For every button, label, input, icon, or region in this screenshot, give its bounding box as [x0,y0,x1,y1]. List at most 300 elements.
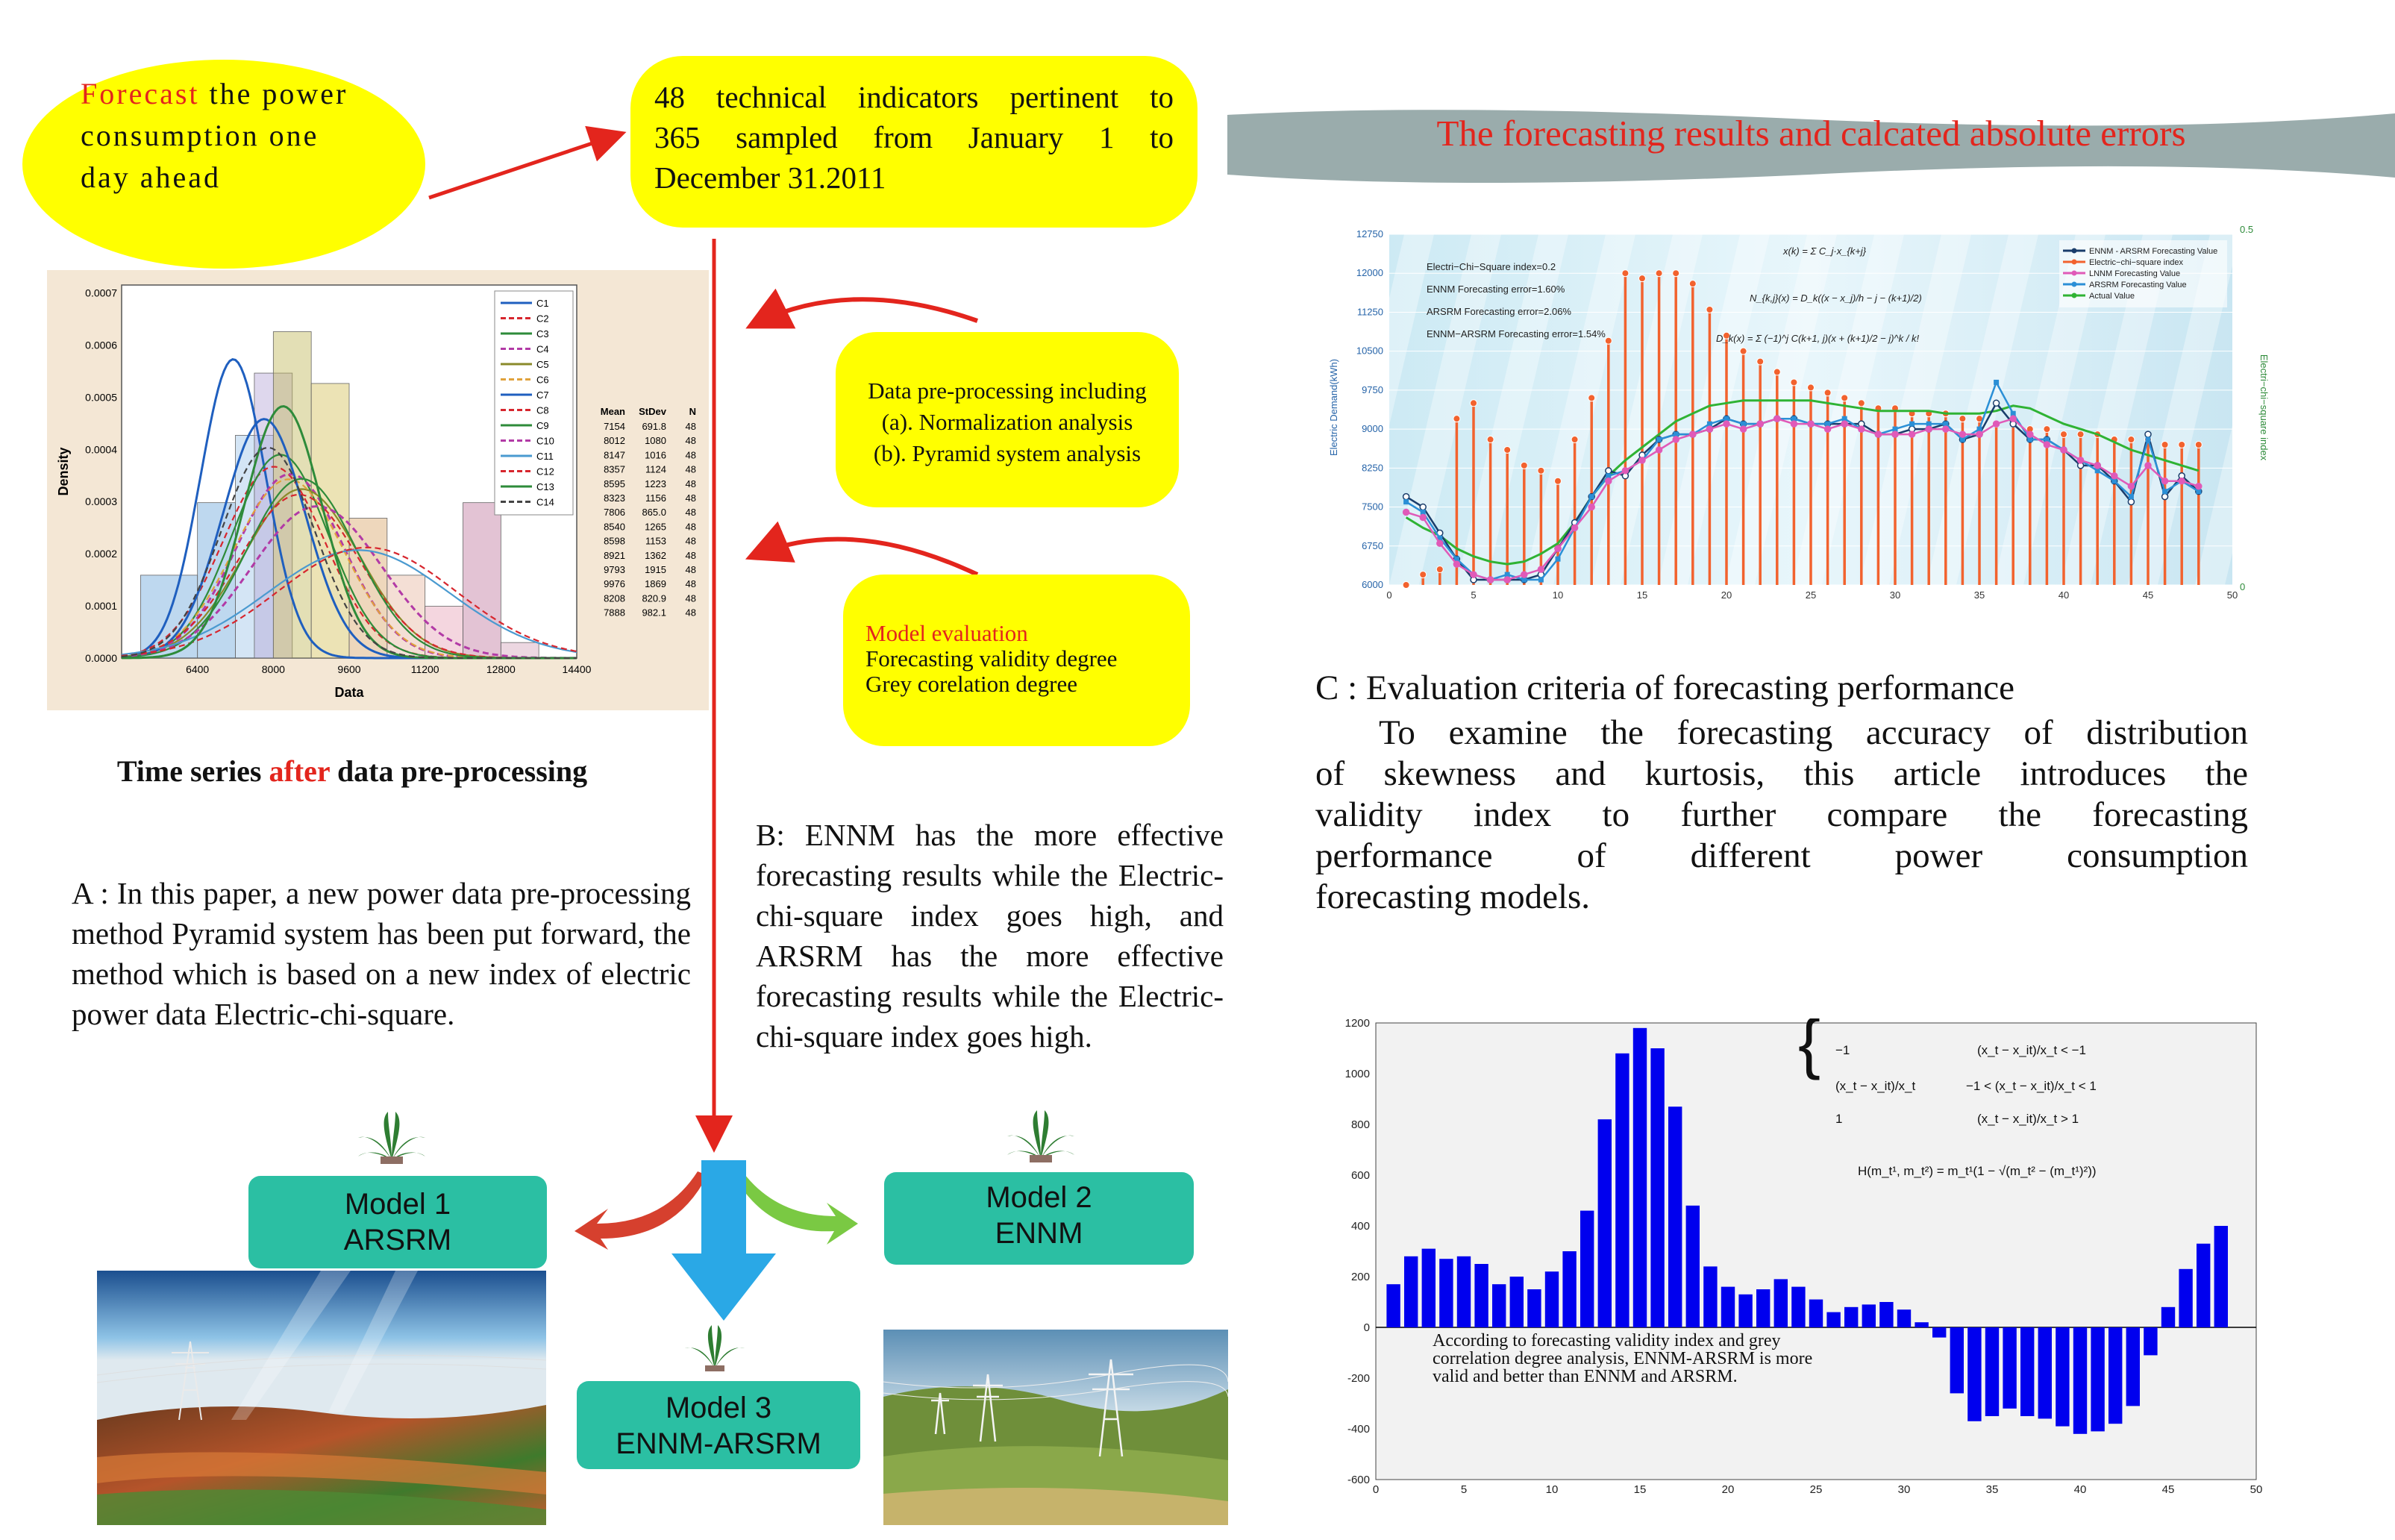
stem-head [1841,395,1848,401]
stem-head [1791,379,1797,386]
stats-cell: 9793 [604,564,625,575]
series-point [2146,437,2151,442]
prep-arrow [754,299,977,325]
series-point [1909,431,1915,437]
stats-cell: 48 [685,492,696,504]
model-abbr: ENNM [995,1217,1083,1250]
annotation: Electri−Chi−Square index=0.2 [1427,261,1556,272]
series-point [1673,436,1679,442]
stats-cell: 48 [685,535,696,547]
bottom-ytick: 600 [1350,1169,1370,1182]
validity-bar [1510,1277,1524,1327]
formula: D_k(x) = Σ (−1)^j C(k+1, j)(x + (k+1)/2 − j)^k / k! [1716,333,1920,344]
validity-bar [1738,1295,1752,1327]
prep-line: (a). Normalization analysis [881,409,1133,435]
stem-head [1656,270,1662,277]
validity-bar [2197,1244,2210,1327]
series-point [2128,483,2134,489]
series-point [1757,421,1763,427]
top-xtick: 50 [2226,589,2238,601]
stem-head [2128,436,2135,443]
top-xtick: 30 [1889,589,1901,601]
stats-cell: 7154 [604,421,625,432]
model-abbr: ENNM-ARSRM [616,1427,821,1460]
bottom-ytick: 1200 [1344,1018,1370,1030]
forecast-word: Forecast [81,77,200,110]
stats-cell: 48 [685,421,696,432]
series-point [1841,421,1847,427]
top-ytick: 9000 [1362,423,1383,435]
text-c-line: To examine the forecasting accuracy of distribution [1379,713,2248,752]
stats-cell: 820.9 [642,592,666,604]
top-yright-label: Electri−chi−square index [2258,354,2270,461]
series-point [2044,442,2050,448]
validity-bar [2038,1327,2052,1418]
eval-line: Forecasting validity degree [865,645,1118,672]
bottom-xtick: 0 [1372,1483,1380,1496]
hist-legend-label: C13 [536,481,554,492]
bottom-xtick: 35 [1985,1483,1999,1496]
validity-bar [1809,1300,1823,1327]
validity-bar [1862,1304,1876,1327]
validity-bar [1844,1307,1858,1327]
validity-bar [1967,1327,1981,1421]
hist-ytick: 0.0006 [85,339,117,351]
validity-bar [2179,1269,2192,1327]
model-3-box [577,1381,860,1469]
stem-head [1521,462,1527,469]
validity-bar [1527,1289,1541,1327]
hist-legend-label: C12 [536,466,554,478]
hist-ytick: 0.0002 [85,548,117,560]
plant-icon [1007,1110,1074,1162]
validity-bar [2108,1327,2122,1424]
right-curved-arrow [735,1171,858,1245]
stats-cell: 48 [685,607,696,619]
caption-highlight: after [269,754,330,788]
hist-xtick: 6400 [186,663,210,675]
series-point [1589,494,1594,499]
validity-bar [1650,1048,1664,1327]
series-point [1741,426,1747,432]
stem-head [1858,400,1865,407]
stats-header: Mean [600,406,625,417]
series-point [1403,499,1409,504]
stats-cell: 48 [685,521,696,533]
validity-bar [1897,1309,1911,1327]
validity-bar [1668,1107,1682,1327]
eval-line: Grey corelation degree [865,671,1078,697]
model-1-box [248,1176,547,1268]
caption-a [46,754,658,789]
stats-cell: 7806 [604,507,625,519]
series-point [1504,577,1510,583]
stats-header: N [689,406,696,417]
hist-ylabel: Density [56,447,71,496]
series-point [1471,572,1477,578]
series-point [1606,468,1612,474]
series-point [1639,457,1645,463]
hist-ytick: 0.0007 [85,287,117,299]
stem-head [1471,400,1477,407]
stem-head [1436,566,1443,573]
ellipse-arrow [429,134,619,198]
validity-bar [1774,1279,1788,1327]
bottom-ytick: -200 [1347,1372,1370,1385]
hist-legend-label: C6 [536,374,549,386]
top-ytick: 12000 [1356,267,1383,279]
stem-head [1959,416,1966,422]
bottom-ytick: 400 [1350,1220,1370,1233]
hist-xtick: 12800 [486,663,516,675]
stats-cell: 1869 [645,578,666,590]
stem-head [1757,358,1764,365]
validity-bar [1686,1206,1700,1327]
series-point [1488,577,1494,583]
top-ytick: 10500 [1356,345,1383,357]
series-point [1724,421,1729,427]
legend-marker [2072,271,2077,276]
stats-cell: 48 [685,578,696,590]
series-point [1606,478,1612,484]
formula: x(k) = Σ C_j·x_{k+j} [1783,245,1867,257]
histogram-yticks [85,287,117,664]
stats-cell: 8540 [604,521,625,533]
stats-cell: 1016 [645,449,666,461]
hist-xtick: 9600 [337,663,361,675]
validity-bar [2073,1327,2087,1434]
series-point [1690,431,1696,437]
validity-chart-panel [1321,1018,2291,1496]
hist-legend-label: C4 [536,343,549,355]
formula-line: −1 [1835,1043,1850,1057]
hist-legend-label: C7 [536,389,549,401]
legend-label: Actual Value [2089,292,2135,301]
formula-line: 1 [1835,1112,1843,1126]
stem-head [2061,431,2067,438]
stats-cell: 1153 [645,535,666,547]
validity-bar [1932,1327,1946,1338]
top-ytick: 8250 [1362,462,1383,474]
hist-ytick: 0.0001 [85,600,117,613]
validity-chart [1321,1018,2291,1496]
bottom-xtick: 45 [2161,1483,2175,1496]
series-point [1521,572,1527,578]
annotation: ENNM−ARSRM Forecasting error=1.54% [1427,328,1606,339]
validity-bar [1580,1211,1594,1327]
stats-cell: 1080 [645,435,666,447]
bottom-xticks [1373,1483,2263,1496]
series-point [1572,525,1578,530]
series-point [1994,421,2000,427]
validity-bar [1545,1271,1559,1327]
validity-bar [1985,1327,1999,1416]
plant-icon [685,1325,745,1371]
bottom-ytick: 1000 [1344,1068,1370,1080]
stem-head [1673,270,1679,277]
top-xtick: 5 [1471,589,1477,601]
series-point [1656,447,1662,453]
series-point [2061,447,2067,453]
stats-cell: 48 [685,592,696,604]
legend-marker [2072,293,2077,298]
series-point [1909,422,1915,427]
stats-cell: 8147 [604,449,625,461]
series-point [1538,578,1544,583]
forecast-rest: the power consumption one day ahead [81,77,348,194]
power-tower-photo-1 [97,1271,546,1525]
legend-marker [2072,248,2077,254]
validity-bar [2144,1327,2157,1355]
series-point [1403,494,1409,500]
series-point [1656,437,1662,442]
top-ytick: 11250 [1356,306,1383,318]
histogram-panel [47,270,709,710]
stats-cell: 48 [685,564,696,575]
hist-ytick: 0.0005 [85,391,117,404]
series-point [2145,431,2151,437]
validity-bar [1598,1119,1612,1327]
stem-head [1588,395,1595,401]
validity-bar [1721,1287,1735,1327]
stats-cell: 9976 [604,578,625,590]
preprocessing-box [836,332,1179,507]
top-ytick: 6000 [1362,579,1383,590]
stats-cell: 48 [685,449,696,461]
bottom-ytick: 800 [1350,1118,1370,1131]
stats-cell: 8208 [604,592,625,604]
stem-head [1622,270,1629,277]
hist-ytick: 0.0004 [85,443,117,456]
bottom-xtick: 30 [1897,1483,1911,1496]
series-point [2162,478,2168,484]
stats-cell: 8921 [604,549,625,561]
series-point [1706,426,1712,432]
hist-xtick: 14400 [562,663,592,675]
stats-header: StDev [639,406,666,417]
plant-icon [358,1112,425,1164]
bottom-xtick: 5 [1460,1483,1468,1496]
validity-bar [1457,1256,1471,1327]
text-c-body [1315,713,2248,918]
hist-legend-label: C3 [536,328,549,339]
bottom-xtick: 15 [1633,1483,1647,1496]
text-c-line: forecasting models. [1315,877,1591,916]
eval-title: Model evaluation [865,620,1028,646]
series-point [1994,380,1999,385]
bottom-xtick: 25 [1809,1483,1823,1496]
text-c-line: performance of different power consumption [1315,836,2248,875]
validity-bar [2126,1327,2140,1406]
hist-legend-label: C8 [536,404,549,416]
stats-cell: 48 [685,435,696,447]
series-point [1403,510,1409,516]
hist-bar [311,384,349,658]
stats-cell: 48 [685,549,696,561]
power-tower-photo-2 [883,1330,1228,1525]
series-point [1538,566,1544,572]
validity-note: According to forecasting validity index and grey correlation degree analysis, ENNM-ARSRM is more valid and better than ENNM and ARSRM. [1433,1332,1813,1386]
stem-head [1808,384,1815,391]
bottom-ytick: 0 [1363,1321,1370,1334]
model-abbr: ARSRM [343,1224,452,1256]
hist-legend-label: C9 [536,420,549,431]
indicators-line: 365 sampled from January 1 to [654,120,1174,154]
formula-line: (x_t − x_it)/x_t [1835,1079,1916,1093]
stats-cell: 1156 [645,492,666,504]
bottom-xtick: 50 [2250,1483,2263,1496]
annotation: ENNM Forecasting error=1.60% [1427,284,1565,295]
hist-bar [463,503,501,658]
validity-bar [1404,1256,1418,1327]
model-name: Model 1 [344,1188,451,1221]
histogram-chart [47,270,709,710]
validity-bar [2091,1327,2104,1431]
series-point [2094,463,2100,469]
series-point [2162,489,2167,494]
stats-cell: 691.8 [642,421,666,432]
forecast-chart-panel [1321,221,2287,624]
prep-line: (b). Pyramid system analysis [873,440,1142,466]
hist-legend-label: C5 [536,359,549,370]
series-point [1825,426,1831,432]
series-point [1875,431,1881,437]
stats-cell: 48 [685,478,696,489]
validity-bar [1826,1312,1840,1327]
validity-bar [1422,1249,1436,1327]
model-name: Model 2 [986,1181,1092,1214]
stats-cell: 8598 [604,535,625,547]
series-point [1959,431,1965,437]
forecast-chart [1321,221,2287,624]
series-point [1943,426,1949,432]
series-point [1808,421,1814,427]
stem-head [1403,582,1409,589]
text-b: B: ENNM has the more effective forecasting results while the Electric-chi-square index goes high, and ARSRM has the more effective forecasting results while the Electric-chi-square index goes high. [756,818,1224,1054]
stem-head [1420,572,1427,578]
left-curved-arrow [575,1171,707,1250]
stats-cell: 1223 [645,478,666,489]
legend-marker [2072,260,2077,265]
top-ytick: 12750 [1356,228,1383,240]
validity-bar [1562,1251,1576,1327]
series-point [1555,545,1561,551]
bottom-xtick: 40 [2073,1483,2087,1496]
top-xtick: 15 [1636,589,1648,601]
series-point [2111,473,2117,479]
indicators-line: December 31.2011 [654,160,886,195]
series-point [2010,416,2016,422]
validity-bar [2056,1327,2069,1427]
text-c-line: of skewness and kurtosis, this article introduces the [1315,754,2248,793]
histogram-stats [601,406,696,619]
series-point [2162,494,2168,500]
series-point [1774,416,1780,422]
stem-head [1689,281,1696,287]
stem-head [2077,431,2084,438]
legend-label: ARSRM Forecasting Value [2089,281,2187,289]
top-xticks [1386,589,2238,601]
text-a: A : In this paper, a new power data pre-processing method Pyramid system has been put forward, the method which is based on a new index of electric power data Electric-chi-square. [72,876,691,1031]
stem-head [1740,348,1747,354]
hist-xlabel: Data [334,685,364,700]
validity-bar [2020,1327,2034,1416]
validity-bar [1474,1264,1488,1327]
validity-bar [1791,1287,1805,1327]
stem-head [1773,369,1780,375]
hist-legend-label: C10 [536,435,554,447]
formula: N_{k,j}(x) = D_k((x − x_j)/h − j − (k+1)/2) [1750,292,1922,304]
formula-line: H(m_t¹, m_t²) = m_t¹(1 − √(m_t² − (m_t¹)²)) [1858,1164,2097,1178]
stem-head [1453,416,1460,422]
histogram-xticks [186,663,592,675]
top-xtick: 25 [1805,589,1817,601]
validity-bar [1386,1284,1400,1327]
stem-head [1706,306,1713,313]
top-xtick: 20 [1721,589,1732,601]
stats-cell: 7888 [604,607,625,619]
stats-cell: 48 [685,507,696,519]
bottom-ytick: 200 [1350,1271,1370,1283]
series-point [2196,483,2202,489]
hist-legend-label: C14 [536,496,554,508]
stats-cell: 982.1 [642,607,666,619]
hist-ytick: 0.0000 [85,652,117,664]
validity-bar [2161,1307,2175,1327]
series-point [2179,478,2185,484]
prep-line: Data pre-processing including [868,378,1147,404]
down-arrow [671,1160,776,1321]
indicators-line: 48 technical indicators pertinent to [654,80,1174,114]
bottom-xtick: 10 [1545,1483,1559,1496]
stats-cell: 1362 [645,549,666,561]
stats-cell: 8595 [604,478,625,489]
series-point [1926,426,1932,432]
stem-head [1555,478,1562,484]
stats-cell: 8323 [604,492,625,504]
legend-label: Electric−chi−square index [2089,258,2183,267]
series-point [2129,494,2134,499]
stats-cell: 1265 [645,521,666,533]
series-point [2145,463,2151,469]
series-point [1453,561,1459,567]
bottom-yticks [1345,1018,1370,1486]
series-point [2128,499,2134,505]
validity-bar [1703,1266,1717,1327]
hist-xtick: 11200 [410,663,439,675]
stats-cell: 1124 [645,463,666,475]
bottom-ytick: -600 [1347,1474,1370,1486]
hist-legend-label: C1 [536,298,549,309]
model-name: Model 3 [665,1392,772,1424]
text-c-line: validity index to further compare the forecasting [1315,795,2248,834]
series-point [1622,468,1628,474]
stem-head [2044,426,2050,433]
validity-bar [1492,1284,1506,1327]
series-point [1588,504,1594,510]
top-yleft-label: Electric Demand(kWh) [1328,358,1339,457]
caption-before: Time series [116,754,269,788]
top-xtick: 40 [2058,589,2070,601]
top-xtick: 10 [1552,589,1564,601]
stem-head [2179,442,2185,448]
stats-cell: 48 [685,463,696,475]
hist-xtick: 8000 [261,663,285,675]
series-point [1420,504,1426,510]
validity-bar [2214,1226,2228,1327]
series-point [1976,431,1982,437]
stem-head [2161,442,2168,448]
